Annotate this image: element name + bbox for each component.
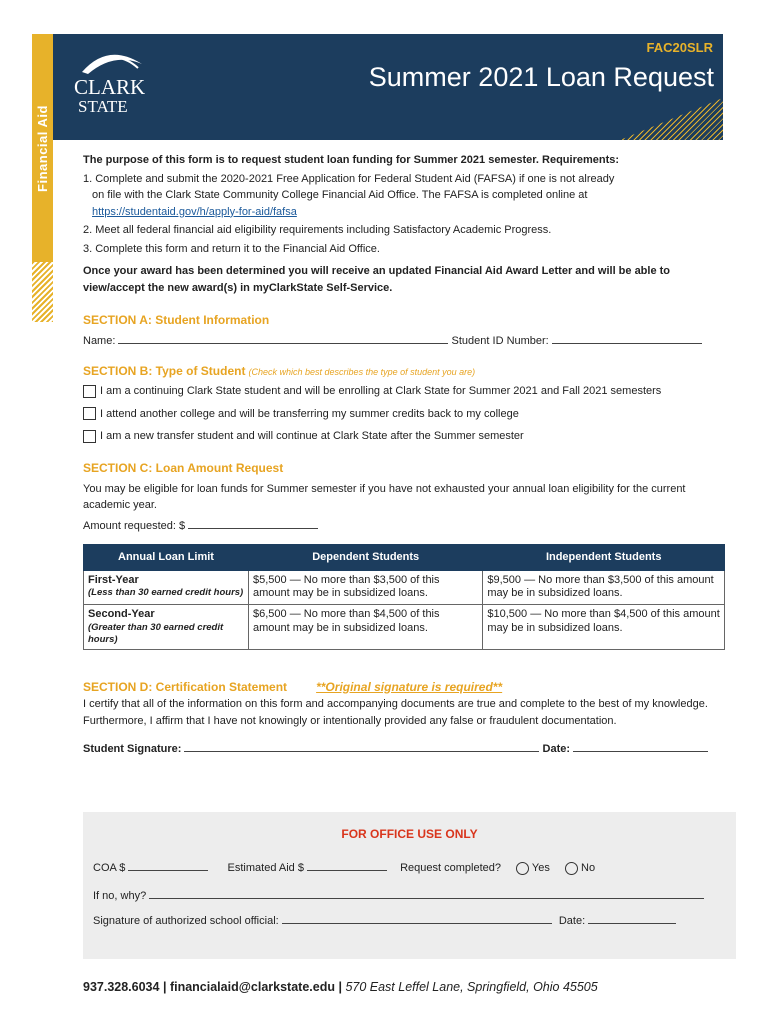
page-title: Summer 2021 Loan Request — [368, 62, 714, 92]
signature-field[interactable] — [184, 742, 539, 752]
footer-contact: 937.328.6034 | financialaid@clarkstate.edu | 570 East Leffel Lane, Springfield, Ohio 45505 — [83, 980, 598, 994]
name-field[interactable] — [118, 334, 448, 344]
student-type-option[interactable]: I attend another college and will be transferring my summer credits back to my college — [83, 406, 726, 423]
side-hatch-decoration — [32, 262, 53, 322]
signature-required: **Original signature is required** — [316, 679, 503, 694]
footer-email[interactable]: financialaid@clarkstate.edu — [169, 980, 335, 994]
official-signature-field[interactable] — [282, 914, 552, 924]
office-aid-row: COA $ Estimated Aid $ Request completed? Yes No — [93, 862, 596, 874]
requirement-1a: 1. Complete and submit the 2020-2021 Free Application for Federal Student Aid (FAFSA) if one is not already — [83, 172, 615, 185]
checkbox[interactable] — [83, 385, 96, 398]
requirement-2: 2. Meet all federal financial aid eligibility requirements including Satisfactory Academic Progress. — [83, 224, 552, 236]
table-header: Independent Students — [483, 545, 725, 571]
logo-text-1: CLARK — [74, 75, 146, 99]
office-title: FOR OFFICE USE ONLY — [341, 827, 478, 841]
form-content — [83, 152, 726, 758]
name-label: Name: — [83, 335, 116, 347]
section-c-text: You may be eligible for loan funds for Summer semester if you have not exhausted your annual loan eligibility for the current academic year. — [83, 482, 686, 511]
student-info-row — [83, 333, 726, 350]
requirement-3: 3. Complete this form and return it to the Financial Aid Office. — [83, 242, 380, 255]
amount-label: Amount requested: $ — [83, 519, 186, 532]
why-row: If no, why? — [93, 889, 736, 902]
coa-field[interactable] — [128, 861, 208, 871]
student-type-option[interactable]: I am a continuing Clark State student and will be enrolling at Clark State for Summer 2021 and Fall 2021 semesters — [83, 383, 726, 400]
checkbox[interactable] — [83, 407, 96, 420]
student-type-option[interactable]: I am a new transfer student and will continue at Clark State after the Summer semester — [83, 428, 726, 445]
loan-limit-table — [83, 544, 725, 650]
table-row: Second-Year (Greater than 30 earned credit hours) $6,500 — No more than $4,500 of this amount may be in subsidized loans. $10,500 — No more than $4,500 of this amount may be in subsidized loans. — [84, 605, 725, 650]
table-header: Dependent Students — [249, 545, 483, 571]
requirement-1b: on file with the Clark State Community College Financial Aid Office. The FAFSA is completed online at — [92, 189, 588, 201]
footer-phone: 937.328.6034 — [83, 980, 160, 994]
date-field[interactable] — [573, 742, 708, 752]
requirements-list — [83, 171, 726, 258]
amount-field[interactable] — [188, 519, 318, 529]
date-label: Date: — [542, 743, 571, 755]
form-code: FAC20SLR — [646, 40, 713, 55]
section-b-title: SECTION B: Type of Student — [83, 363, 246, 378]
award-note: Once your award has been determined you will receive an updated Financial Aid Award Letter and will be able to view/accept the new award(s) in myClarkState Self-Service. — [83, 265, 671, 294]
clark-state-logo — [68, 42, 158, 114]
table-header: Annual Loan Limit — [84, 545, 249, 571]
certification-text: I certify that all of the information on this form and accompanying documents are true and complete to the best of my knowledge. Furthermore, I affirm that I have not knowingly or intentionally provided any false or fraudulent documentation. — [83, 698, 708, 727]
fafsa-link[interactable]: https://studentaid.gov/h/apply-for-aid/fafsa — [92, 205, 297, 218]
section-b-heading — [83, 362, 726, 381]
official-signature-row: Signature of authorized school official: Date: — [93, 914, 736, 927]
estimated-aid-field[interactable] — [307, 861, 387, 871]
student-id-label: Student ID Number: — [451, 335, 549, 347]
no-radio[interactable] — [565, 862, 578, 875]
footer-address: 570 East Leffel Lane, Springfield, Ohio 45505 — [345, 980, 598, 994]
side-label: Financial Aid — [35, 104, 51, 192]
checkbox[interactable] — [83, 430, 96, 443]
why-field[interactable] — [149, 889, 704, 899]
section-d-title: SECTION D: Certification Statement — [83, 679, 288, 694]
section-c-title: SECTION C: Loan Amount Request — [83, 460, 284, 475]
official-date-field[interactable] — [588, 914, 676, 924]
section-a-title: SECTION A: Student Information — [83, 313, 270, 327]
student-signature-row — [83, 741, 726, 758]
student-id-field[interactable] — [552, 334, 702, 344]
office-use-box — [83, 812, 736, 959]
logo-text-2: STATE — [78, 97, 128, 114]
purpose-text: The purpose of this form is to request student loan funding for Summer 2021 semester. Requirements: — [83, 154, 620, 166]
yes-radio[interactable] — [516, 862, 529, 875]
signature-label: Student Signature: — [83, 743, 182, 755]
section-d-heading — [83, 678, 726, 697]
section-b-note: (Check which best describes the type of student you are) — [248, 366, 476, 377]
table-row: First-Year (Less than 30 earned credit hours) $5,500 — No more than $3,500 of this amount may be in subsidized loans. $9,500 — No more than $3,500 of this amount may be in subsidized loans. — [84, 570, 725, 605]
amount-row — [83, 518, 726, 535]
